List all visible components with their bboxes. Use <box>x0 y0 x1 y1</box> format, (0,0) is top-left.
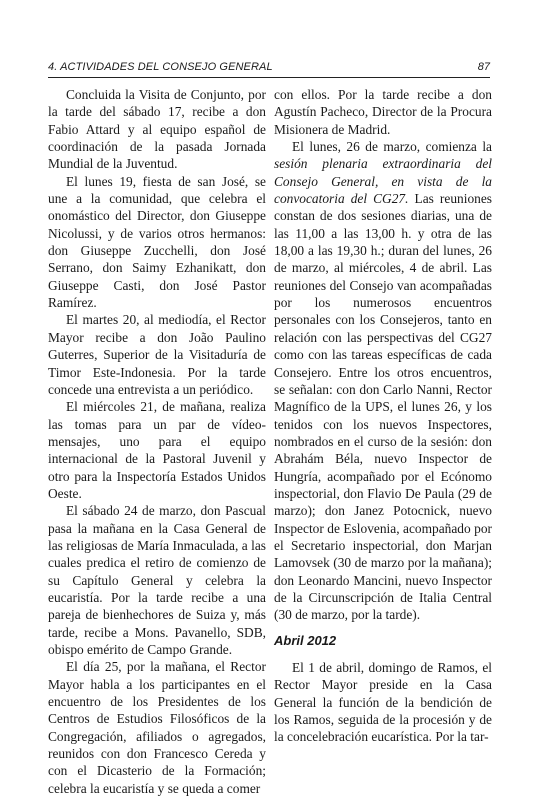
paragraph-text: Las reuniones constan de dos sesiones diarias, una de las 11,00 a las 13,00 h. y otra de las 18,00 a las 19,30 h.; duran del lunes, 26 de marzo, al miércoles, 4 de abril. Las reuniones del Consejo van acompañadas por los numerosos encuentros personales con los Consejeros, tanto en relación con las perspectivas del CG27 como con las tareas específicas de cada Consejero. Entre los otros encuentros, se señalan: con don Carlo Nanni, Rector Magnífico de la UPS, el lunes 26, y los tenidos con los nuevos Inspectores, nombrados en el curso de la sesión: don Abrahám Béla, nuevo Inspector de Hungría, acompañado por el Ecónomo inspectorial, don Flavio De Paula (29 de marzo); don Janez Potocnick, nuevo Inspector de Eslovenia, acompañado por el Secretario inspectorial, don Marjan Lamovsek (30 de marzo por la mañana); don Leonardo Mancini, nuevo Inspector de la Circunscripción de Italia Central (30 de marzo, por la tarde). <box>274 191 492 623</box>
paragraph: El sábado 24 de marzo, don Pascual pasa la mañana en la Casa General de las religiosas de María Inmaculada, a las cuales predica el retiro de comienzo de su Capítulo General y celebra la eucaristía. Por la tarde recibe a una pareja de bienhechores de Suiza y, más tarde, recibe a Mons. Pavanello, SDB, obispo emérito de Campo Grande. <box>48 503 266 657</box>
italic-emphasis: sesión plenaria extraordinaria del Consejo General, en vista de la convocatoria del CG27. <box>274 156 492 207</box>
paragraph: El día 25, por la mañana, el Rector Mayor habla a los participantes en el encuentro de los Presidentes de los Centros de Estudios Filosóficos de la Congregación, afiliados o agregados, reunidos con don Francesco Cereda y con el Dicasterio de la Formación; celebra la eucaristía y se queda a comer <box>48 659 266 796</box>
paragraph-text: El lunes, 26 de marzo, comienza la <box>292 139 492 155</box>
section-heading: Abril 2012 <box>274 632 337 648</box>
page-number: 87 <box>477 61 490 73</box>
paragraph: El martes 20, al mediodía, el Rector Mayor recibe a don João Paulino Guterres, Superior de la Visitaduría de Timor Este-Indonesia. Por la tarde concede una entrevista a un periódico. <box>48 312 266 397</box>
paragraph <box>274 138 492 624</box>
running-header <box>48 61 490 78</box>
right-column <box>274 86 492 746</box>
paragraph: El lunes 19, fiesta de san José, se une a la comunidad, que celebra el onomástico del Director, don Giuseppe Nicolussi, y de varios otros hermanos: don Giuseppe Zucchelli, don José Serrano, don Saimy Ezhanikatt, don Giuseppe Casti, don José Pastor Ramírez. <box>48 173 266 311</box>
paragraph: El miércoles 21, de mañana, realiza las tomas para un par de vídeo-mensajes, uno para el equipo internacional de la Pastoral Juvenil y otro para la Inspectoría Estados Unidos Oeste. <box>48 399 266 501</box>
paragraph-continued: con ellos. Por la tarde recibe a don Agustín Pacheco, Director de la Procura Misionera de Madrid. <box>274 87 492 137</box>
paragraph: Concluida la Visita de Conjunto, por la tarde del sábado 17, recibe a don Fabio Attard y al equipo español de coordinación de la pasada Jornada Mundial de la Juventud. <box>48 87 266 172</box>
chapter-title: 4. ACTIVIDADES DEL CONSEJO GENERAL <box>48 61 273 73</box>
left-column <box>48 86 266 797</box>
paragraph: El 1 de abril, domingo de Ramos, el Rector Mayor preside en la Casa General la función de la bendición de los Ramos, seguida de la procesión y de la concelebración eucarística. Por la tar- <box>274 660 492 745</box>
